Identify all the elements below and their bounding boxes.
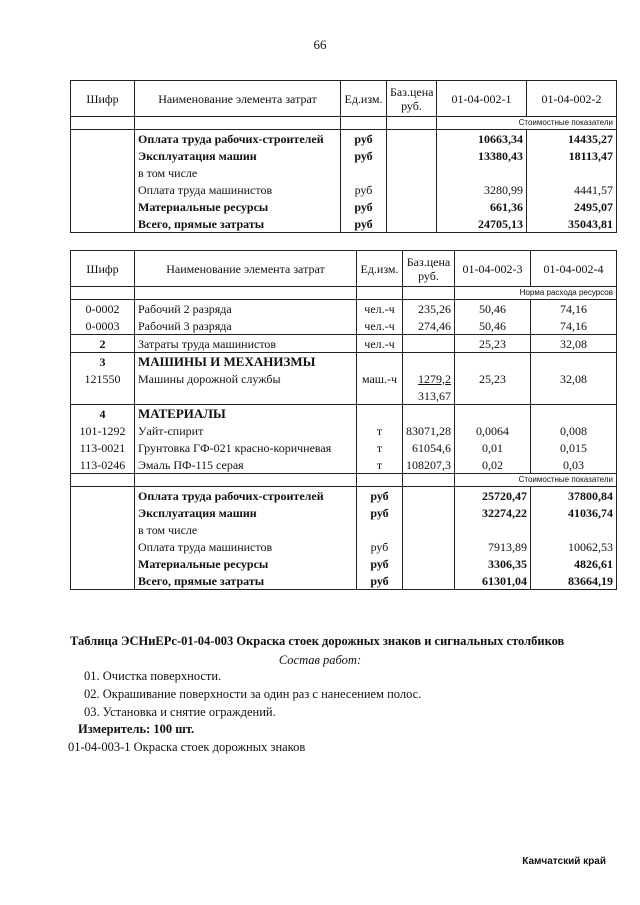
cost-label-row [71,474,617,487]
cost-label: Стоимостные показатели [455,474,617,487]
table-header-row [71,81,617,117]
cost-table-1 [70,80,617,233]
row-price: 108207,3 [403,456,455,474]
row-name: Оплата труда машинистов [135,181,341,198]
table-row [71,215,617,233]
row-name: Эксплуатация машин [135,147,341,164]
row-value-1: 0,01 [455,439,531,456]
row-code: 2 [71,335,135,353]
row-name: Оплата труда машинистов [135,538,357,555]
row-unit: чел.-ч [357,317,403,335]
header-price: Баз.цена руб. [387,81,437,117]
header-unit: Ед.изм. [341,81,387,117]
row-name: Машины дорожной службы [135,370,357,387]
row-value-2: 4441,57 [527,181,617,198]
row-value-2: 74,16 [531,317,617,335]
row-unit: руб [357,504,403,521]
row-value-2: 83664,19 [531,572,617,590]
work-item: 02. Окрашивание поверхности за один раз с нанесением полос. [84,687,422,701]
table-row [71,555,617,572]
row-value-1: 50,46 [455,300,531,318]
page-number: 66 [313,37,327,52]
row-value-2: 14435,27 [527,130,617,148]
row-price: 1279,2 [418,371,451,386]
header-name: Наименование элемента затрат [135,81,341,117]
row-value-1: 10663,34 [437,130,527,148]
row-value-1: 3306,35 [455,555,531,572]
row-name: Затраты труда машинистов [135,335,357,353]
row-value-2: 0,008 [531,422,617,439]
row-unit: чел.-ч [357,335,403,353]
table-row [71,521,617,538]
header-col-1: 01-04-002-3 [455,251,531,287]
row-code: 4 [71,405,135,423]
item-code-line: 01-04-003-1 Окраска стоек дорожных знаков [68,740,306,754]
row-value-2: 35043,81 [527,215,617,233]
composition-title: Состав работ: [278,653,362,667]
row-unit: руб [357,555,403,572]
row-value-1: 661,36 [437,198,527,215]
table-row [71,422,617,439]
norm-label: Норма расхода ресурсов [455,287,617,300]
header-name: Наименование элемента затрат [135,251,357,287]
row-code: 0-0003 [71,317,135,335]
row-name: Уайт-спирит [135,422,357,439]
row-value-2: 4826,61 [531,555,617,572]
row-value-1: 13380,43 [437,147,527,164]
header-col-2: 01-04-002-2 [527,81,617,117]
work-item: 01. Очистка поверхности. [84,669,222,683]
row-name: в том числе [135,164,341,181]
row-code: 113-0246 [71,456,135,474]
table-row [71,164,617,181]
section-heading: МАТЕРИАЛЫ [135,405,357,423]
row-code: 0-0002 [71,300,135,318]
table-row [71,353,617,371]
table-row [71,572,617,590]
row-value-2: 10062,53 [531,538,617,555]
row-name: Рабочий 3 разряда [135,317,357,335]
header-col-2: 01-04-002-4 [531,251,617,287]
table-row [71,387,617,405]
row-value-1: 0,02 [455,456,531,474]
section-heading: МАШИНЫ И МЕХАНИЗМЫ [135,353,357,371]
row-unit: руб [341,181,387,198]
header-unit: Ед.изм. [357,251,403,287]
row-name: Оплата труда рабочих-строителей [135,487,357,505]
row-price: 83071,28 [403,422,455,439]
row-unit: руб [357,487,403,505]
header-code: Шифр [71,81,135,117]
table-row [71,300,617,318]
section-label-row [71,117,617,130]
row-code: 113-0021 [71,439,135,456]
row-value-2: 41036,74 [531,504,617,521]
row-name: Оплата труда рабочих-строителей [135,130,341,148]
header-code: Шифр [71,251,135,287]
table-header-row [71,251,617,287]
row-unit: т [357,422,403,439]
section-title: Таблица ЭСНиЕРс-01-04-003 Окраска стоек дорожных знаков и сигнальных столбиков [70,634,565,648]
table-row [71,335,617,353]
table-row [71,181,617,198]
row-value-2: 2495,07 [527,198,617,215]
row-value-2: 74,16 [531,300,617,318]
row-name: Всего, прямые затраты [135,572,357,590]
row-price: 274,46 [403,317,455,335]
table-row [71,487,617,505]
table-row [71,130,617,148]
row-name: Материальные ресурсы [135,555,357,572]
table-row [71,538,617,555]
row-price: 61054,6 [403,439,455,456]
row-value-2: 0,015 [531,439,617,456]
region-footer: Камчатский край [522,856,606,867]
row-value-2: 37800,84 [531,487,617,505]
table-row [71,370,617,387]
row-name: в том числе [135,521,357,538]
row-unit: руб [341,130,387,148]
header-col-1: 01-04-002-1 [437,81,527,117]
table-row [71,456,617,474]
row-value-1: 3280,99 [437,181,527,198]
row-value-1: 25,23 [455,335,531,353]
row-unit: маш.-ч [357,370,403,387]
row-unit: руб [357,572,403,590]
row-value-1: 7913,89 [455,538,531,555]
resource-table-2 [70,250,617,590]
row-value-2: 18113,47 [527,147,617,164]
row-value-1: 50,46 [455,317,531,335]
row-price: 235,26 [403,300,455,318]
row-value-2: 0,03 [531,456,617,474]
row-value-2: 32,08 [531,335,617,353]
row-unit: т [357,439,403,456]
row-name: Всего, прямые затраты [135,215,341,233]
table-row [71,504,617,521]
row-value-2: 32,08 [531,370,617,387]
row-name: Эмаль ПФ-115 серая [135,456,357,474]
table-row [71,317,617,335]
row-unit: руб [341,215,387,233]
work-item: 03. Установка и снятие ограждений. [84,705,276,719]
measure-line: Измеритель: 100 шт. [78,722,195,736]
table-row [71,198,617,215]
row-name: Эксплуатация машин [135,504,357,521]
header-price: Баз.цена руб. [403,251,455,287]
row-value-1: 61301,04 [455,572,531,590]
row-code: 121550 [71,370,135,387]
table-row [71,405,617,423]
row-value-1: 25720,47 [455,487,531,505]
section-label: Стоимостные показатели [437,117,617,130]
row-name: Материальные ресурсы [135,198,341,215]
row-unit: руб [341,147,387,164]
table-row [71,439,617,456]
row-code: 3 [71,353,135,371]
row-value-1: 24705,13 [437,215,527,233]
row-code: 101-1292 [71,422,135,439]
row-name: Грунтовка ГФ-021 красно-коричневая [135,439,357,456]
row-value-1: 25,23 [455,370,531,387]
row-price: 313,67 [403,387,455,405]
row-name: Рабочий 2 разряда [135,300,357,318]
row-unit: т [357,456,403,474]
row-unit: руб [341,198,387,215]
row-value-1: 32274,22 [455,504,531,521]
row-unit: руб [357,538,403,555]
row-unit: чел.-ч [357,300,403,318]
table-row [71,147,617,164]
norm-label-row [71,287,617,300]
row-value-1: 0,0064 [455,422,531,439]
